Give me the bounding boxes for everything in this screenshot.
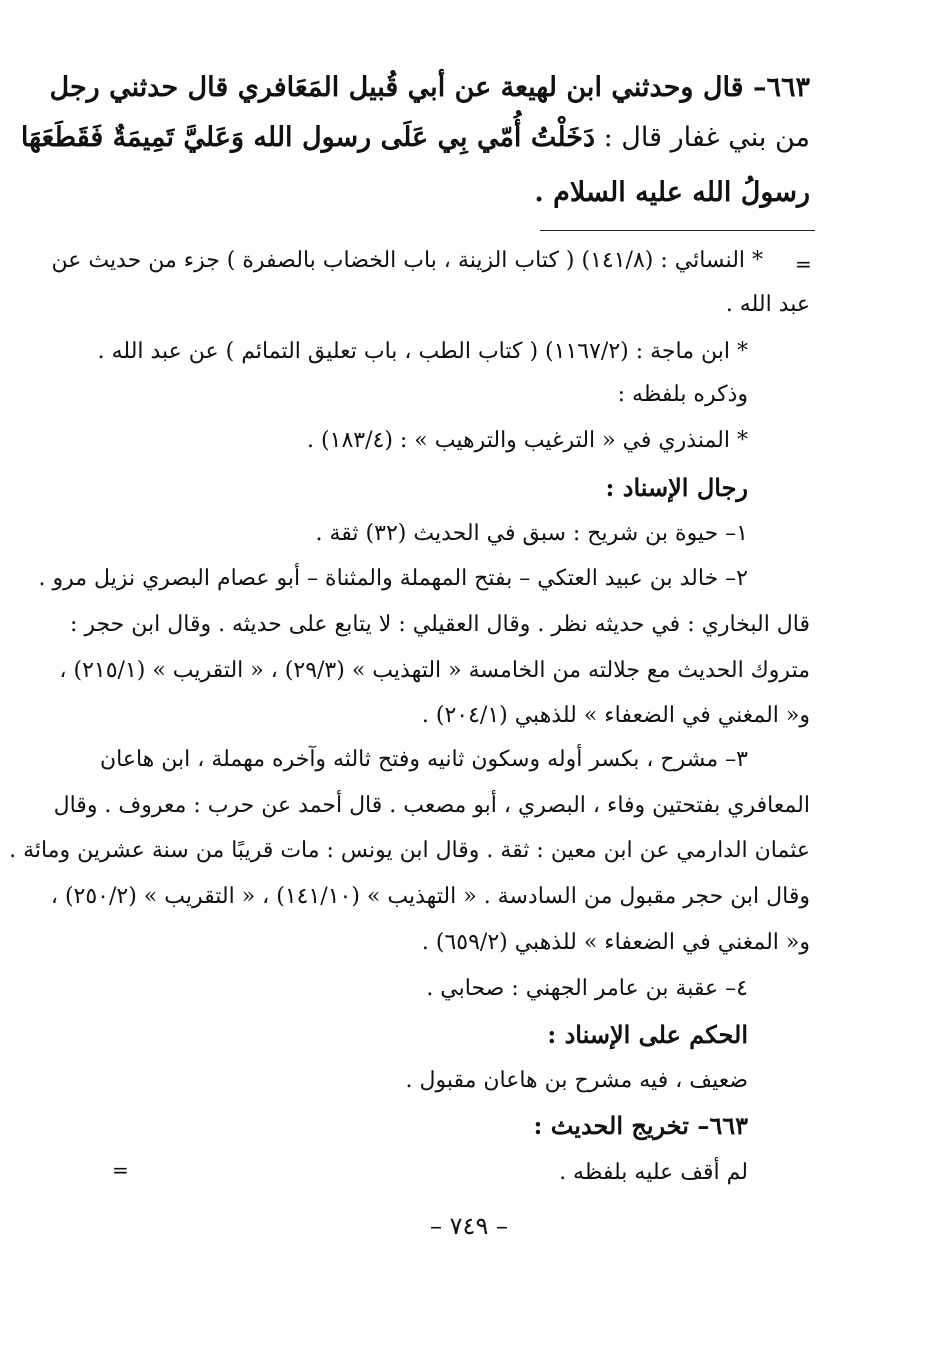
continuation-mark-top: = <box>795 252 812 276</box>
rijal-heading: رجال الإسناد : <box>605 473 748 502</box>
hadith-line-2 <box>20 122 810 154</box>
footnote-ibn-majah: * ابن ماجة : (١١٦٧/٢) ( كتاب الطب ، باب تعليق التمائم ) عن عبد الله . <box>97 339 748 364</box>
hadith-number: ٦٦٣– قال وحدثني ابن لهيعة عن أبي قُبيل المَعَافري قال حدثني رجل <box>49 72 810 103</box>
page-number: – ٧٤٩ – <box>430 1212 508 1240</box>
hadith-line-2-intro: من بني غفار قال : <box>603 122 810 153</box>
rijal-item-2-line-1: ٢– خالد بن عبيد العتكي – بفتح المهملة والمثناة – أبو عصام البصري نزيل مرو . <box>38 566 748 591</box>
hadith-line-3: رسولُ الله عليه السلام . <box>534 177 810 208</box>
separator-rule <box>540 230 815 231</box>
takhrij-heading: ٦٦٣– تخريج الحديث : <box>533 1111 748 1140</box>
hadith-line-1 <box>49 72 810 104</box>
rijal-item-2-line-3: متروك الحديث مع جلالته من الخامسة « التهذيب » (٢٩/٣) ، « التقريب » (٢١٥/١) ، <box>59 658 810 683</box>
rijal-item-3-line-1: ٣– مشرح ، بكسر أوله وسكون ثانيه وفتح ثالثه وآخره مهملة ، ابن هاعان <box>99 747 748 772</box>
footnote-nasai: * النسائي : (١٤١/٨) ( كتاب الزينة ، باب الخضاب بالصفرة ) جزء من حديث عن <box>51 248 763 273</box>
rijal-item-2-line-4: و« المغني في الضعفاء » للذهبي (٢٠٤/١) . <box>421 703 810 728</box>
rijal-item-3-line-3: عثمان الدارمي عن ابن معين : ثقة . وقال ابن يونس : مات قريبًا من سنة عشرين ومائة . <box>9 838 810 863</box>
rijal-item-2-line-2: قال البخاري : في حديثه نظر . وقال العقيلي : لا يتابع على حديثه . وقال ابن حجر : <box>69 612 810 637</box>
rijal-item-4: ٤– عقبة بن عامر الجهني : صحابي . <box>426 976 748 1001</box>
hukm-text: ضعيف ، فيه مشرح بن هاعان مقبول . <box>405 1068 748 1093</box>
rijal-item-3-line-5: و« المغني في الضعفاء » للذهبي (٦٥٩/٢) . <box>421 930 810 955</box>
footnote-nasai-end: عبد الله . <box>725 292 810 317</box>
continuation-mark-bottom: = <box>112 1158 129 1182</box>
footnote-mundhiri: * المنذري في « الترغيب والترهيب » : (١٨٣/٤) . <box>307 428 748 453</box>
footnote-dhakarahu: وذكره بلفظه : <box>617 382 748 407</box>
hadith-matn: دَخَلْتُ أُمّي بِي عَلَى رسول الله وَعَليَّ تَمِيمَةٌ فَقَطَعَهَا <box>20 122 595 153</box>
hukm-heading: الحكم على الإسناد : <box>547 1020 748 1049</box>
takhrij-text: لم أقف عليه بلفظه . <box>559 1160 748 1185</box>
rijal-item-3-line-2: المعافري بفتحتين وفاء ، البصري ، أبو مصعب . قال أحمد عن حرب : معروف . وقال <box>53 793 810 818</box>
rijal-item-3-line-4: وقال ابن حجر مقبول من السادسة . « التهذيب » (١٤١/١٠) ، « التقريب » (٢٥٠/٢) ، <box>50 884 810 909</box>
rijal-item-1: ١– حيوة بن شريح : سبق في الحديث (٣٢) ثقة . <box>315 521 748 546</box>
